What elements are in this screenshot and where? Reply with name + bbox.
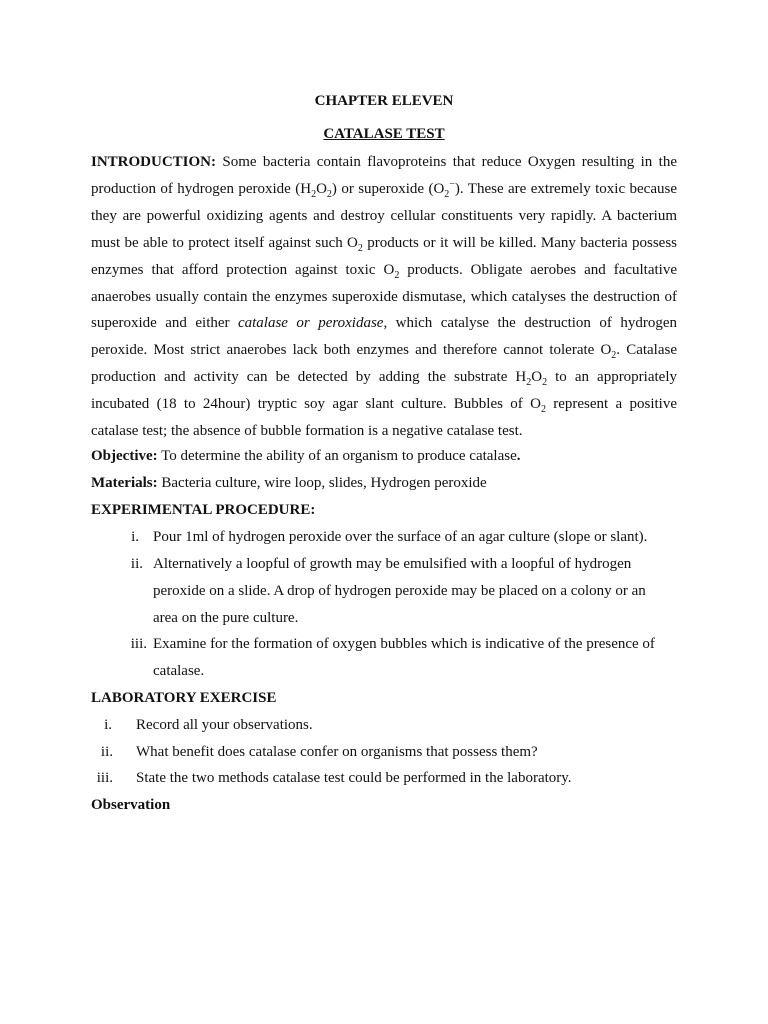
observation-heading: Observation xyxy=(91,797,171,813)
objective-line: Objective: To determine the ability of an organism to produce catalase. xyxy=(91,448,521,464)
exercise-item-text: State the two methods catalase test could be performed in the laboratory. xyxy=(136,770,572,786)
italic-enzymes: catalase or peroxidase xyxy=(237,315,384,332)
procedure-step-text: peroxide on a slide. A drop of hydrogen peroxide may be placed on a colony or an xyxy=(153,583,646,599)
exercise-item-text: What benefit does catalase confer on organisms that possess them? xyxy=(136,744,538,760)
chapter-heading: CHAPTER ELEVEN xyxy=(314,93,454,109)
exercise-heading: LABORATORY EXERCISE xyxy=(91,690,277,706)
materials-line: Materials: Bacteria culture, wire loop, slides, Hydrogen peroxide xyxy=(91,475,487,491)
procedure-step-number: ii. xyxy=(130,556,143,572)
page-title: CATALASE TEST xyxy=(323,126,445,142)
procedure-step-number: iii. xyxy=(130,636,147,652)
procedure-step-text: catalase. xyxy=(153,663,205,679)
introduction-label: INTRODUCTION: xyxy=(91,154,217,170)
procedure-step-text: Pour 1ml of hydrogen peroxide over the surface of an agar culture (slope or slant). xyxy=(153,529,648,545)
exercise-item-number: iii. xyxy=(96,770,113,786)
procedure-step-text: area on the pure culture. xyxy=(153,610,299,626)
exercise-item-text: Record all your observations. xyxy=(136,717,313,733)
procedure-step-text: Examine for the formation of oxygen bubbles which is indicative of the presence of xyxy=(153,636,655,652)
objective-label: Objective: xyxy=(91,448,158,464)
introduction-paragraph: INTRODUCTION: Some bacteria contain flavoproteins that reduce Oxygen resulting in the production of hydrogen peroxide $(H_2O_2)$ or superoxide $(O_2^-)$. These are extremely toxic because they are powerful oxidizing agents and destroy cellular constituents very rapidly. A bacterium must be able to protect itself against such $O_2$ products or it will be killed. Many bacteria possess enzymes that afford protection against toxic $O_2$ products. Obligate aerobes and facultative anaerobes usually contain the enzymes superoxide dismutase, which catalyses the destruction of superoxide and either catalase or peroxidase, which catalyse the destruction of hydrogen peroxide. Most strict anaerobes lack both enzymes and therefore cannot tolerate $O_2$. Catalase production and activity can be detected by adding the substrate $H_2O_2$ to an appropriately incubated (18 to 24hour) tryptic soy agar slant culture. Bubbles of $O_2$ represent a positive catalase test; the absence of bubble formation is a negative catalase test. xyxy=(91,154,677,440)
procedure-step-text: Alternatively a loopful of growth may be emulsified with a loopful of hydrogen xyxy=(153,556,632,572)
procedure-step-number: i. xyxy=(131,529,139,545)
procedure-heading: EXPERIMENTAL PROCEDURE: xyxy=(91,502,316,518)
exercise-item-number: i. xyxy=(104,717,112,733)
exercise-item-number: ii. xyxy=(100,744,113,760)
materials-label: Materials: xyxy=(91,475,158,491)
